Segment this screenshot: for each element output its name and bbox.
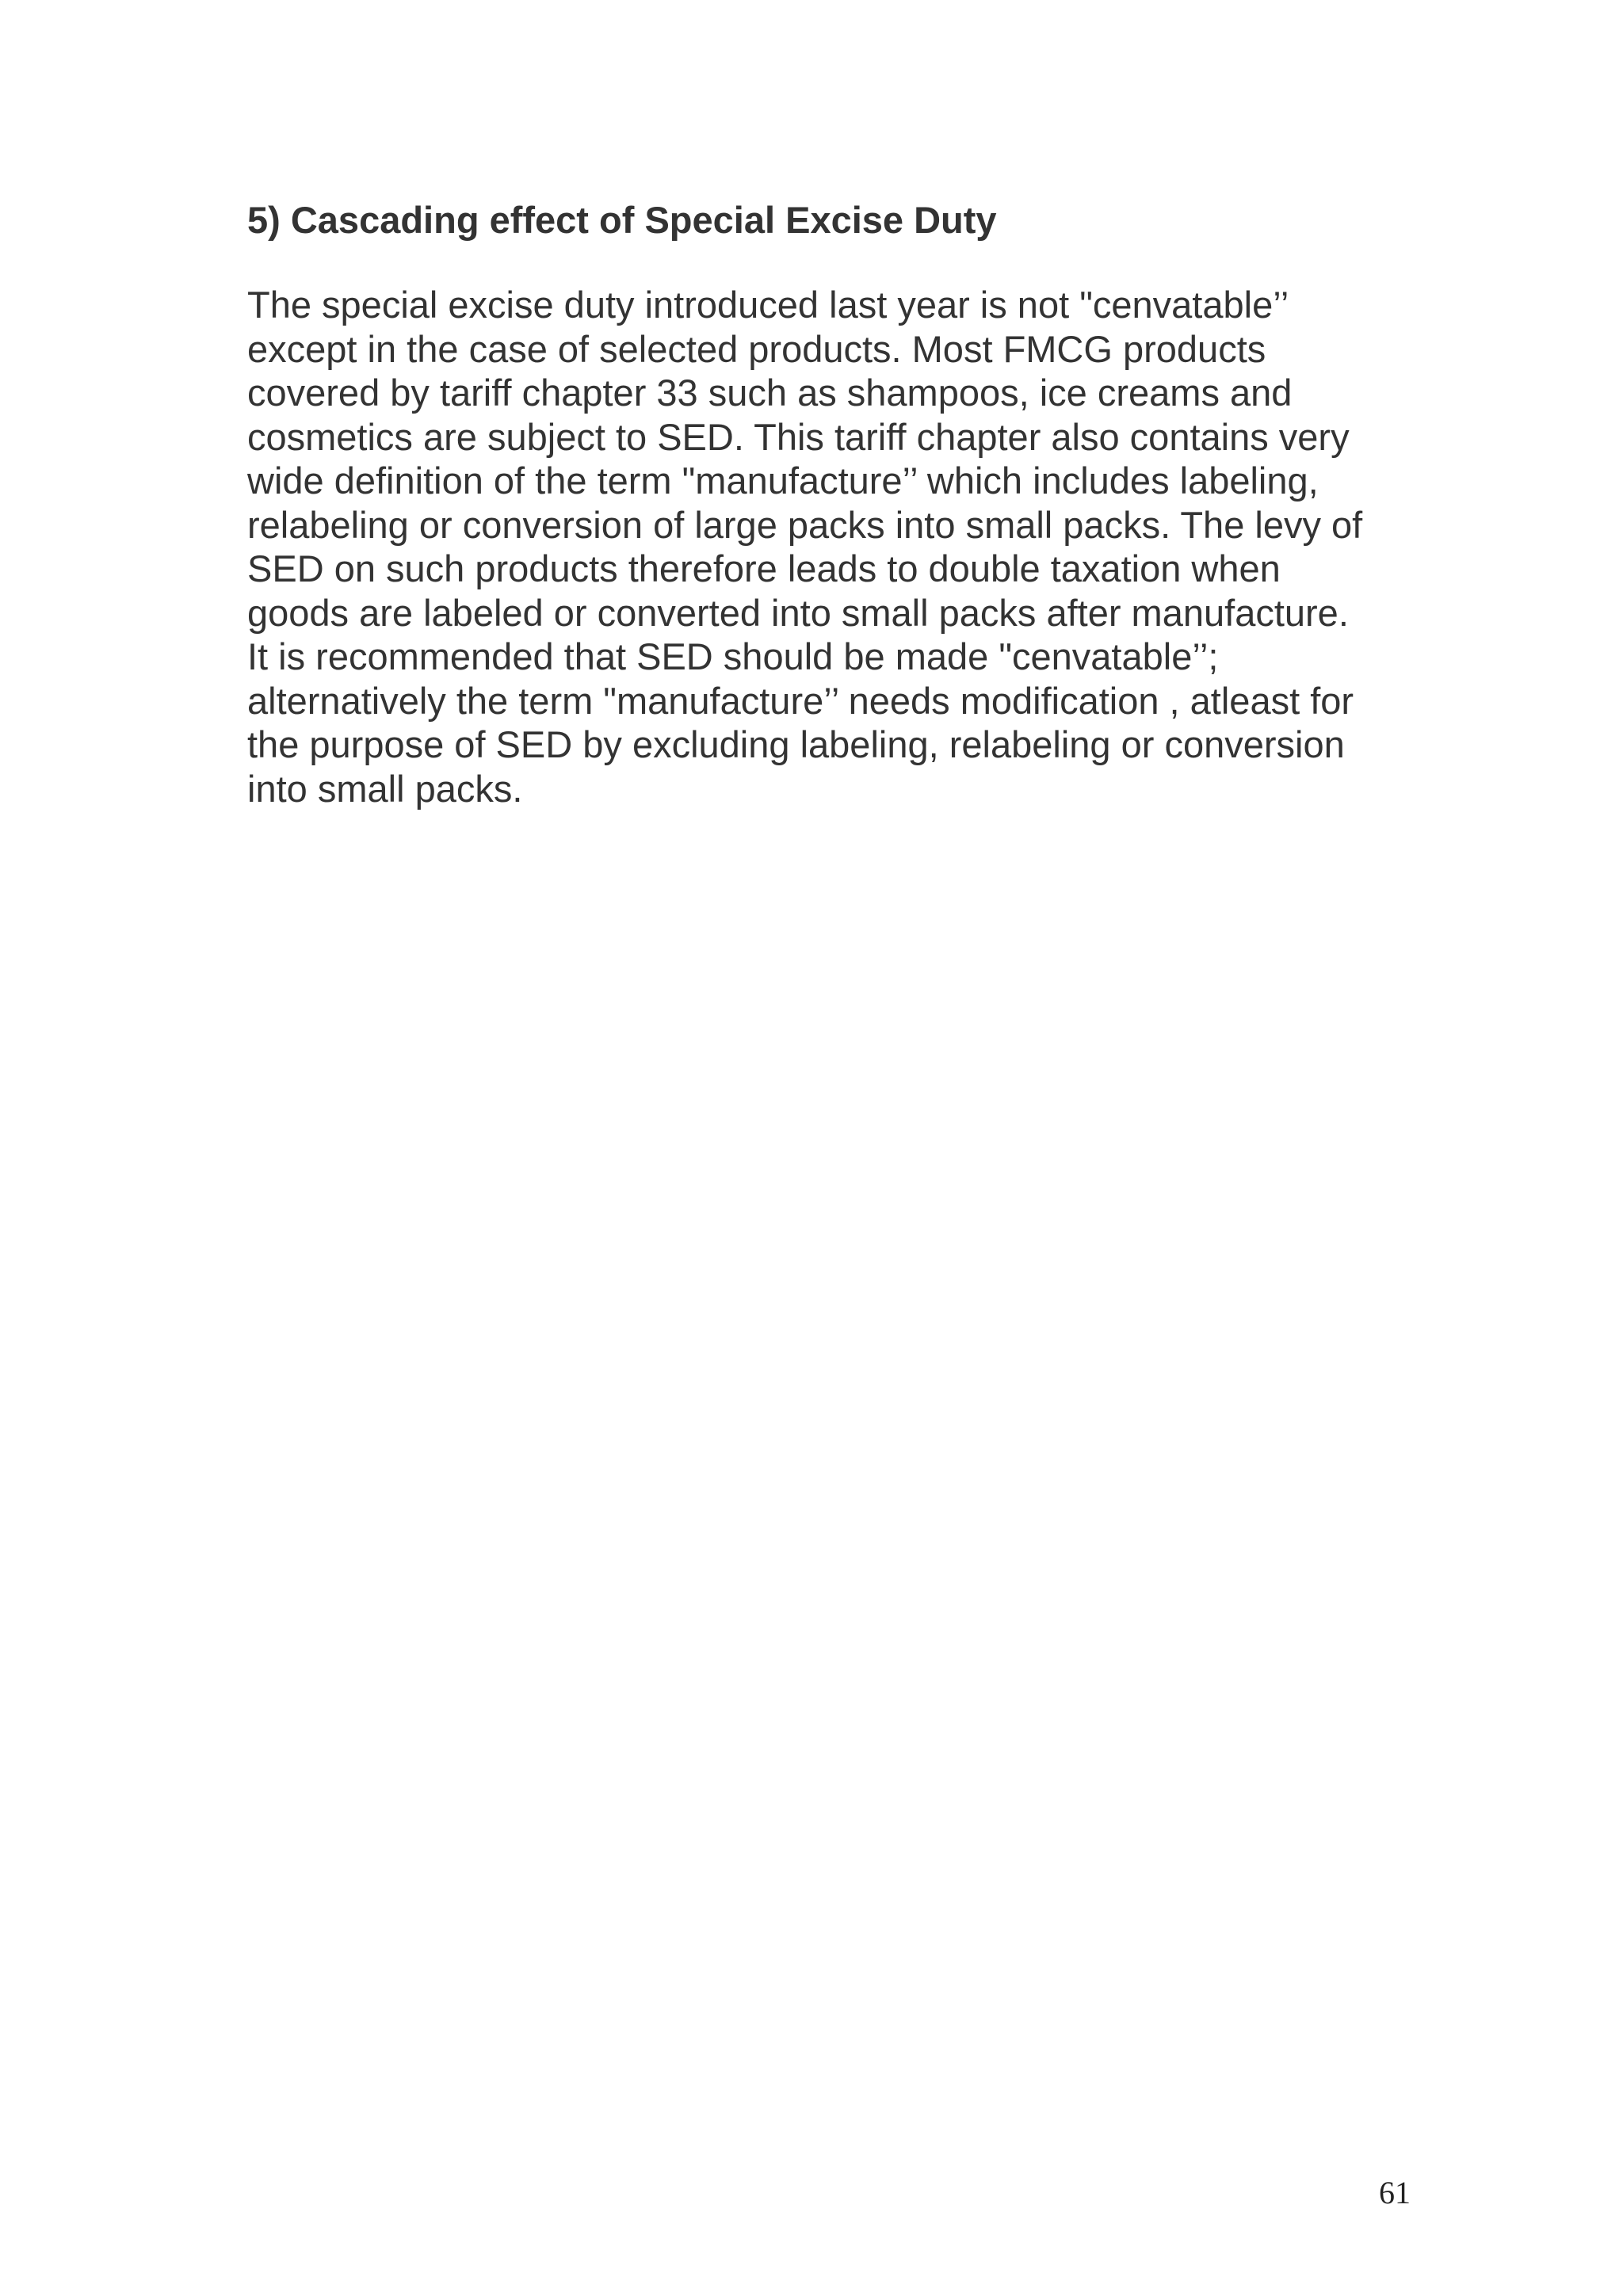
- paragraph-line: SED on such products therefore leads to double taxation when: [247, 547, 1281, 589]
- paragraph-line: cosmetics are subject to SED. This tariff chapter also contains very: [247, 415, 1350, 458]
- paragraph-line: The special excise duty introduced last year is not "cenvatable’’: [247, 284, 1289, 326]
- paragraph-line: goods are labeled or converted into small packs after manufacture.: [247, 591, 1349, 634]
- section-paragraph: [247, 283, 1436, 810]
- section-heading: 5) Cascading effect of Special Excise Duty: [247, 199, 997, 241]
- paragraph-line: alternatively the term "manufacture’’ needs modification , atleast for: [247, 679, 1354, 722]
- paragraph-line: covered by tariff chapter 33 such as shampoos, ice creams and: [247, 372, 1293, 414]
- paragraph-line: It is recommended that SED should be made "cenvatable’’;: [247, 635, 1219, 677]
- page-number: 61: [1379, 2175, 1411, 2210]
- paragraph-line: except in the case of selected products. Most FMCG products: [247, 327, 1266, 370]
- paragraph-line: into small packs.: [247, 767, 523, 810]
- paragraph-line: the purpose of SED by excluding labeling, relabeling or conversion: [247, 723, 1345, 765]
- paragraph-line: wide definition of the term "manufacture’’ which includes labeling,: [247, 460, 1319, 502]
- paragraph-line: relabeling or conversion of large packs into small packs. The levy of: [247, 503, 1363, 546]
